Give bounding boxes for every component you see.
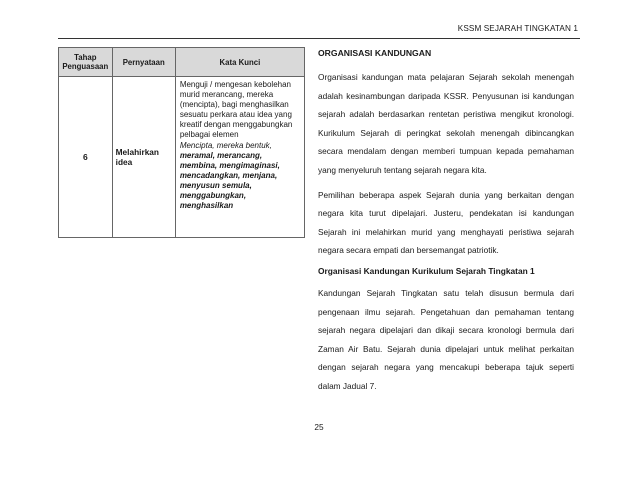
- right-column: [318, 48, 574, 402]
- page-number: 25: [314, 422, 324, 432]
- cell-kata-kunci: [175, 77, 304, 238]
- header-kata-kunci: Kata Kunci: [175, 48, 304, 77]
- running-header: KSSM SEJARAH TINGKATAN 1: [457, 24, 578, 33]
- header-pernyataan: Pernyataan: [112, 48, 175, 77]
- kata-kunci-bold-italic: meramal, merancang, membina, mengimaginasi, mencadangkan, menjana, menyusun semula, menggabungkan, menghasilkan: [179, 151, 280, 210]
- header-rule: [58, 38, 580, 39]
- table-header-row: [59, 48, 305, 77]
- subsection-heading: Organisasi Kandungan Kurikulum Sejarah Tingkatan 1: [318, 265, 535, 276]
- paragraph-3: Kandungan Sejarah Tingkatan satu telah disusun bermula dari pengenaan ilmu sejarah. Pengetahuan dan pemahaman tentang sejarah negara dipelajari dan dikaji secara kronologi bermula dari Zaman Air Batu. Sejarah dunia dipelajari untuk melihat perkaitan dengan sejarah negara yang mencakupi beberapa tajuk seperti dalam Jadual 7.: [318, 287, 574, 391]
- cell-tahap: 6: [59, 77, 113, 238]
- paragraph-1: Organisasi kandungan mata pelajaran Sejarah sekolah menengah adalah kesinambungan daripada KSSR. Penyusunan isi kandungan sejarah adalah berdasarkan rentetan peristiwa mengikut kronologi. Kurikulum Sejarah di peringkat sekolah menengah dibincangkan secara mendalam dengan memberi tumpuan kepada pemahaman yang menyeluruh tentang sejarah negara kita.: [318, 72, 574, 175]
- kata-kunci-description: Menguji / mengesan kebolehan murid merancang, mereka (mencipta), bagi menghasilkan sesuatu perkara atau idea yang kreatif dengan menggabungkan pelbagai elemen: [179, 80, 293, 139]
- table-row: [59, 77, 305, 238]
- kata-kunci-table: [58, 47, 305, 238]
- section-heading: ORGANISASI KANDUNGAN: [318, 48, 432, 58]
- header-tahap: Tahap Penguasaan: [59, 48, 113, 77]
- cell-pernyataan: Melahirkan idea: [112, 77, 175, 238]
- kata-kunci-italic: Mencipta, mereka bentuk,: [179, 141, 272, 150]
- paragraph-2: Pemilihan beberapa aspek Sejarah dunia yang berkaitan dengan negara kita turut dipelajari. Justeru, pendekatan isi kandungan Sejarah ini melahirkan murid yang menghayati peristiwa sejarah negara secara empati dan bersemangat patriotik.: [318, 189, 574, 256]
